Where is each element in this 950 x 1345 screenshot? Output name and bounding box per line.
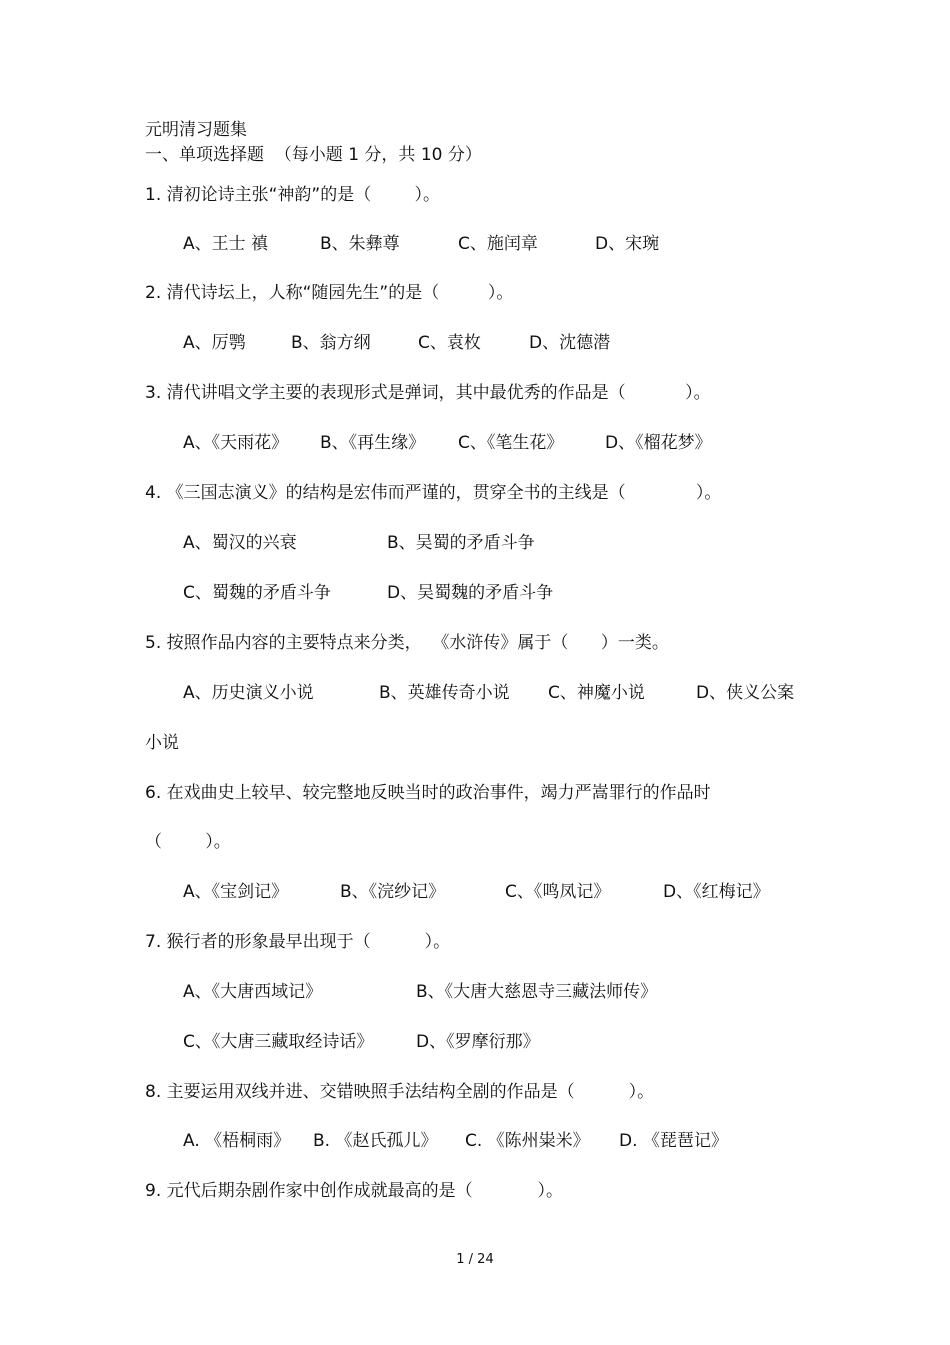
option: C、施闰章 [458,234,538,254]
option: D、侠义公案 [696,683,795,703]
option: B、《大唐大慈恩寺三藏法师传》 [416,982,658,1002]
option: C、《大唐三藏取经诗话》 [183,1032,374,1052]
option: C、《笔生花》 [458,433,564,453]
option: B、翁方纲 [291,333,371,353]
option: B、《再生缘》 [320,433,426,453]
option: C、神魔小说 [548,683,645,703]
option: A. 《梧桐雨》 [183,1131,291,1151]
option: C. 《陈州粜米》 [465,1131,590,1151]
option: A、历史演义小说 [183,683,314,703]
option: A、《大唐西域记》 [183,982,323,1002]
question-stem: 2. 清代诗坛上，人称“随园先生”的是（ ）。 [145,283,514,303]
section-heading: 一、单项选择题 （每小题 1 分，共 10 分） [145,145,482,165]
option: D、《罗摩衍那》 [416,1032,540,1052]
option: D、《榴花梦》 [605,433,712,453]
option: D、沈德潜 [529,333,611,353]
question-stem: 3. 清代讲唱文学主要的表现形式是弹词，其中最优秀的作品是（ ）。 [145,383,711,403]
document-title: 元明清习题集 [145,120,247,140]
option: B、朱彝尊 [320,234,400,254]
option: C、袁枚 [418,333,481,353]
question-stem: 6. 在戏曲史上较早、较完整地反映当时的政治事件，竭力严嵩罪行的作品时 [145,783,711,803]
option-continuation: 小说 [145,733,179,753]
option: B、吴蜀的矛盾斗争 [387,533,535,553]
question-stem: 1. 清初论诗主张“神韵”的是（ ）。 [145,185,440,205]
option: B、《浣纱记》 [340,882,446,902]
option: D. 《琵琶记》 [619,1131,728,1151]
option: D、《红梅记》 [663,882,770,902]
question-stem: 9. 元代后期杂剧作家中创作成就最高的是（ ）。 [145,1181,563,1201]
question-stem: 5. 按照作品内容的主要特点来分类， 《水浒传》属于（ ）一类。 [145,633,669,653]
option: B. 《赵氏孤儿》 [313,1131,438,1151]
option: A、王士 禛 [183,234,269,254]
option: A、《宝剑记》 [183,882,289,902]
option: A、《天雨花》 [183,433,289,453]
option: B、英雄传奇小说 [379,683,510,703]
option: C、蜀魏的矛盾斗争 [183,583,331,603]
question-stem-continuation: （ ）。 [145,832,231,852]
question-stem: 8. 主要运用双线并进、交错映照手法结构全剧的作品是（ ）。 [145,1082,655,1102]
question-stem: 4. 《三国志演义》的结构是宏伟而严谨的，贯穿全书的主线是（ ）。 [145,483,722,503]
question-stem: 7. 猴行者的形象最早出现于（ ）。 [145,932,451,952]
option: D、吴蜀魏的矛盾斗争 [387,583,554,603]
option: A、厉鹗 [183,333,246,353]
option: A、蜀汉的兴衰 [183,533,297,553]
option: C、《鸣凤记》 [505,882,611,902]
option: D、宋琬 [595,234,660,254]
page-number: 1 / 24 [456,1252,494,1267]
